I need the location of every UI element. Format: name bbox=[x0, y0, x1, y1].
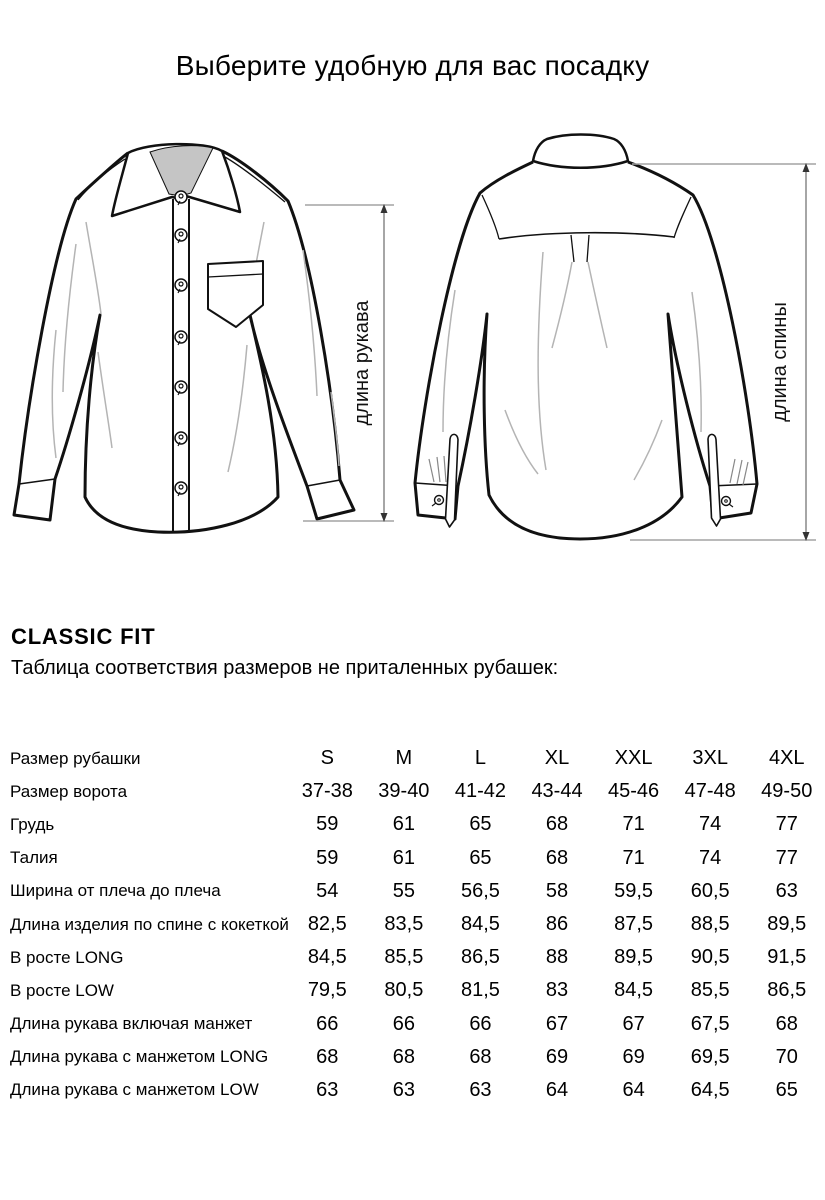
size-value-cell: 69 bbox=[622, 1045, 645, 1068]
row-label: Длина рукава с манжетом LONG bbox=[10, 1047, 269, 1067]
size-value-cell: 64,5 bbox=[690, 1078, 730, 1101]
size-value-cell: 63 bbox=[775, 879, 798, 902]
size-column-header: 3XL bbox=[692, 747, 728, 770]
size-value-cell: 65 bbox=[469, 846, 492, 869]
size-value-cell: 71 bbox=[622, 813, 645, 836]
section-heading: CLASSIC FIT bbox=[11, 624, 156, 649]
size-value-cell: 59 bbox=[316, 846, 339, 869]
size-value-cell: 65 bbox=[775, 1078, 798, 1101]
table-row bbox=[10, 842, 825, 875]
size-value-cell: 65 bbox=[469, 813, 492, 836]
size-value-cell: 68 bbox=[469, 1045, 492, 1068]
size-column-header: XL bbox=[544, 747, 570, 770]
size-value-cell: 85,5 bbox=[690, 979, 730, 1002]
table-row bbox=[10, 808, 825, 841]
row-label: В росте LOW bbox=[10, 980, 114, 1000]
size-value-cell: 64 bbox=[622, 1078, 645, 1101]
size-value-cell: 55 bbox=[392, 879, 415, 902]
row-label: Грудь bbox=[10, 814, 55, 834]
size-value-cell: 63 bbox=[316, 1078, 339, 1101]
size-value-cell: 68 bbox=[316, 1045, 339, 1068]
size-value-cell: 66 bbox=[469, 1012, 492, 1035]
table-header-row bbox=[10, 742, 825, 775]
size-value-cell: 41-42 bbox=[454, 780, 507, 803]
size-value-cell: 88,5 bbox=[690, 913, 730, 936]
size-value-cell: 43-44 bbox=[531, 780, 583, 803]
size-value-cell: 60,5 bbox=[690, 879, 730, 902]
header-row-label: Размер рубашки bbox=[10, 748, 141, 768]
size-value-cell: 68 bbox=[392, 1045, 415, 1068]
table-row bbox=[10, 1074, 825, 1107]
table-row bbox=[10, 1008, 825, 1041]
size-column-header: S bbox=[320, 747, 334, 770]
size-value-cell: 66 bbox=[316, 1012, 339, 1035]
size-value-cell: 64 bbox=[545, 1078, 569, 1101]
row-label: Размер ворота bbox=[10, 781, 128, 801]
size-value-cell: 90,5 bbox=[690, 946, 730, 969]
table-row bbox=[10, 775, 825, 808]
size-value-cell: 69,5 bbox=[690, 1045, 730, 1068]
size-value-cell: 63 bbox=[469, 1078, 492, 1101]
size-value-cell: 91,5 bbox=[767, 946, 807, 969]
size-value-cell: 80,5 bbox=[384, 979, 424, 1002]
size-value-cell: 71 bbox=[622, 846, 645, 869]
size-value-cell: 67 bbox=[622, 1012, 645, 1035]
size-value-cell: 85,5 bbox=[384, 946, 424, 969]
row-label: Длина изделия по спине с кокеткой bbox=[10, 914, 289, 934]
back-collar bbox=[533, 135, 628, 168]
section-subtitle: Таблица соответствия размеров не приталенных рубашек: bbox=[11, 657, 559, 679]
size-value-cell: 82,5 bbox=[307, 913, 347, 936]
table-row bbox=[10, 875, 825, 908]
size-value-cell: 86 bbox=[545, 913, 569, 936]
page-title: Выберите удобную для вас посадку bbox=[175, 50, 650, 81]
size-column-header: M bbox=[395, 747, 413, 770]
table-row bbox=[10, 908, 825, 941]
size-value-cell: 67 bbox=[545, 1012, 569, 1035]
size-value-cell: 77 bbox=[775, 846, 798, 869]
size-value-cell: 84,5 bbox=[614, 979, 654, 1002]
shirt-back-drawing bbox=[415, 135, 757, 540]
shirt-measurement-diagram bbox=[0, 120, 825, 580]
size-value-cell: 37-38 bbox=[301, 780, 353, 803]
size-value-cell: 49-50 bbox=[761, 780, 813, 803]
size-value-cell: 89,5 bbox=[614, 946, 654, 969]
table-row bbox=[10, 974, 825, 1007]
size-value-cell: 74 bbox=[699, 813, 722, 836]
size-value-cell: 81,5 bbox=[460, 979, 500, 1002]
size-value-cell: 58 bbox=[545, 879, 569, 902]
size-value-cell: 68 bbox=[545, 846, 569, 869]
size-value-cell: 61 bbox=[392, 846, 415, 869]
size-value-cell: 59 bbox=[316, 813, 339, 836]
size-value-cell: 66 bbox=[392, 1012, 415, 1035]
size-value-cell: 86,5 bbox=[767, 979, 807, 1002]
size-table bbox=[10, 742, 825, 1107]
size-value-cell: 56,5 bbox=[460, 879, 500, 902]
row-label: Длина рукава включая манжет bbox=[10, 1014, 253, 1034]
size-column-header: L bbox=[474, 747, 486, 770]
row-label: Талия bbox=[10, 848, 58, 868]
row-label: Ширина от плеча до плеча bbox=[10, 881, 221, 901]
size-column-header: 4XL bbox=[768, 747, 805, 770]
size-value-cell: 84,5 bbox=[460, 913, 500, 936]
row-label: В росте LONG bbox=[10, 947, 124, 967]
size-value-cell: 67,5 bbox=[690, 1012, 730, 1035]
size-value-cell: 39-40 bbox=[378, 780, 430, 803]
size-value-cell: 70 bbox=[775, 1045, 798, 1068]
size-value-cell: 77 bbox=[775, 813, 798, 836]
back-length-label: длина спины bbox=[769, 302, 791, 422]
size-value-cell: 68 bbox=[775, 1012, 798, 1035]
size-value-cell: 59,5 bbox=[614, 879, 654, 902]
size-value-cell: 83 bbox=[545, 979, 569, 1002]
size-value-cell: 68 bbox=[545, 813, 569, 836]
size-value-cell: 74 bbox=[699, 846, 722, 869]
shirt-front-drawing bbox=[14, 144, 354, 532]
size-value-cell: 61 bbox=[392, 813, 415, 836]
size-value-cell: 84,5 bbox=[307, 946, 347, 969]
size-value-cell: 69 bbox=[545, 1045, 569, 1068]
row-label: Длина рукава с манжетом LOW bbox=[10, 1080, 259, 1100]
back-shirt-silhouette bbox=[415, 162, 757, 539]
table-row bbox=[10, 1041, 825, 1074]
size-value-cell: 79,5 bbox=[307, 979, 347, 1002]
size-value-cell: 63 bbox=[392, 1078, 415, 1101]
table-row bbox=[10, 941, 825, 974]
size-value-cell: 45-46 bbox=[608, 780, 660, 803]
size-value-cell: 86,5 bbox=[460, 946, 500, 969]
size-value-cell: 47-48 bbox=[684, 780, 736, 803]
size-column-header: XXL bbox=[614, 747, 653, 770]
size-value-cell: 87,5 bbox=[614, 913, 654, 936]
size-value-cell: 83,5 bbox=[384, 913, 424, 936]
size-value-cell: 88 bbox=[545, 946, 569, 969]
size-value-cell: 54 bbox=[316, 879, 339, 902]
size-value-cell: 89,5 bbox=[767, 913, 807, 936]
sleeve-length-label: длина рукава bbox=[351, 300, 373, 426]
